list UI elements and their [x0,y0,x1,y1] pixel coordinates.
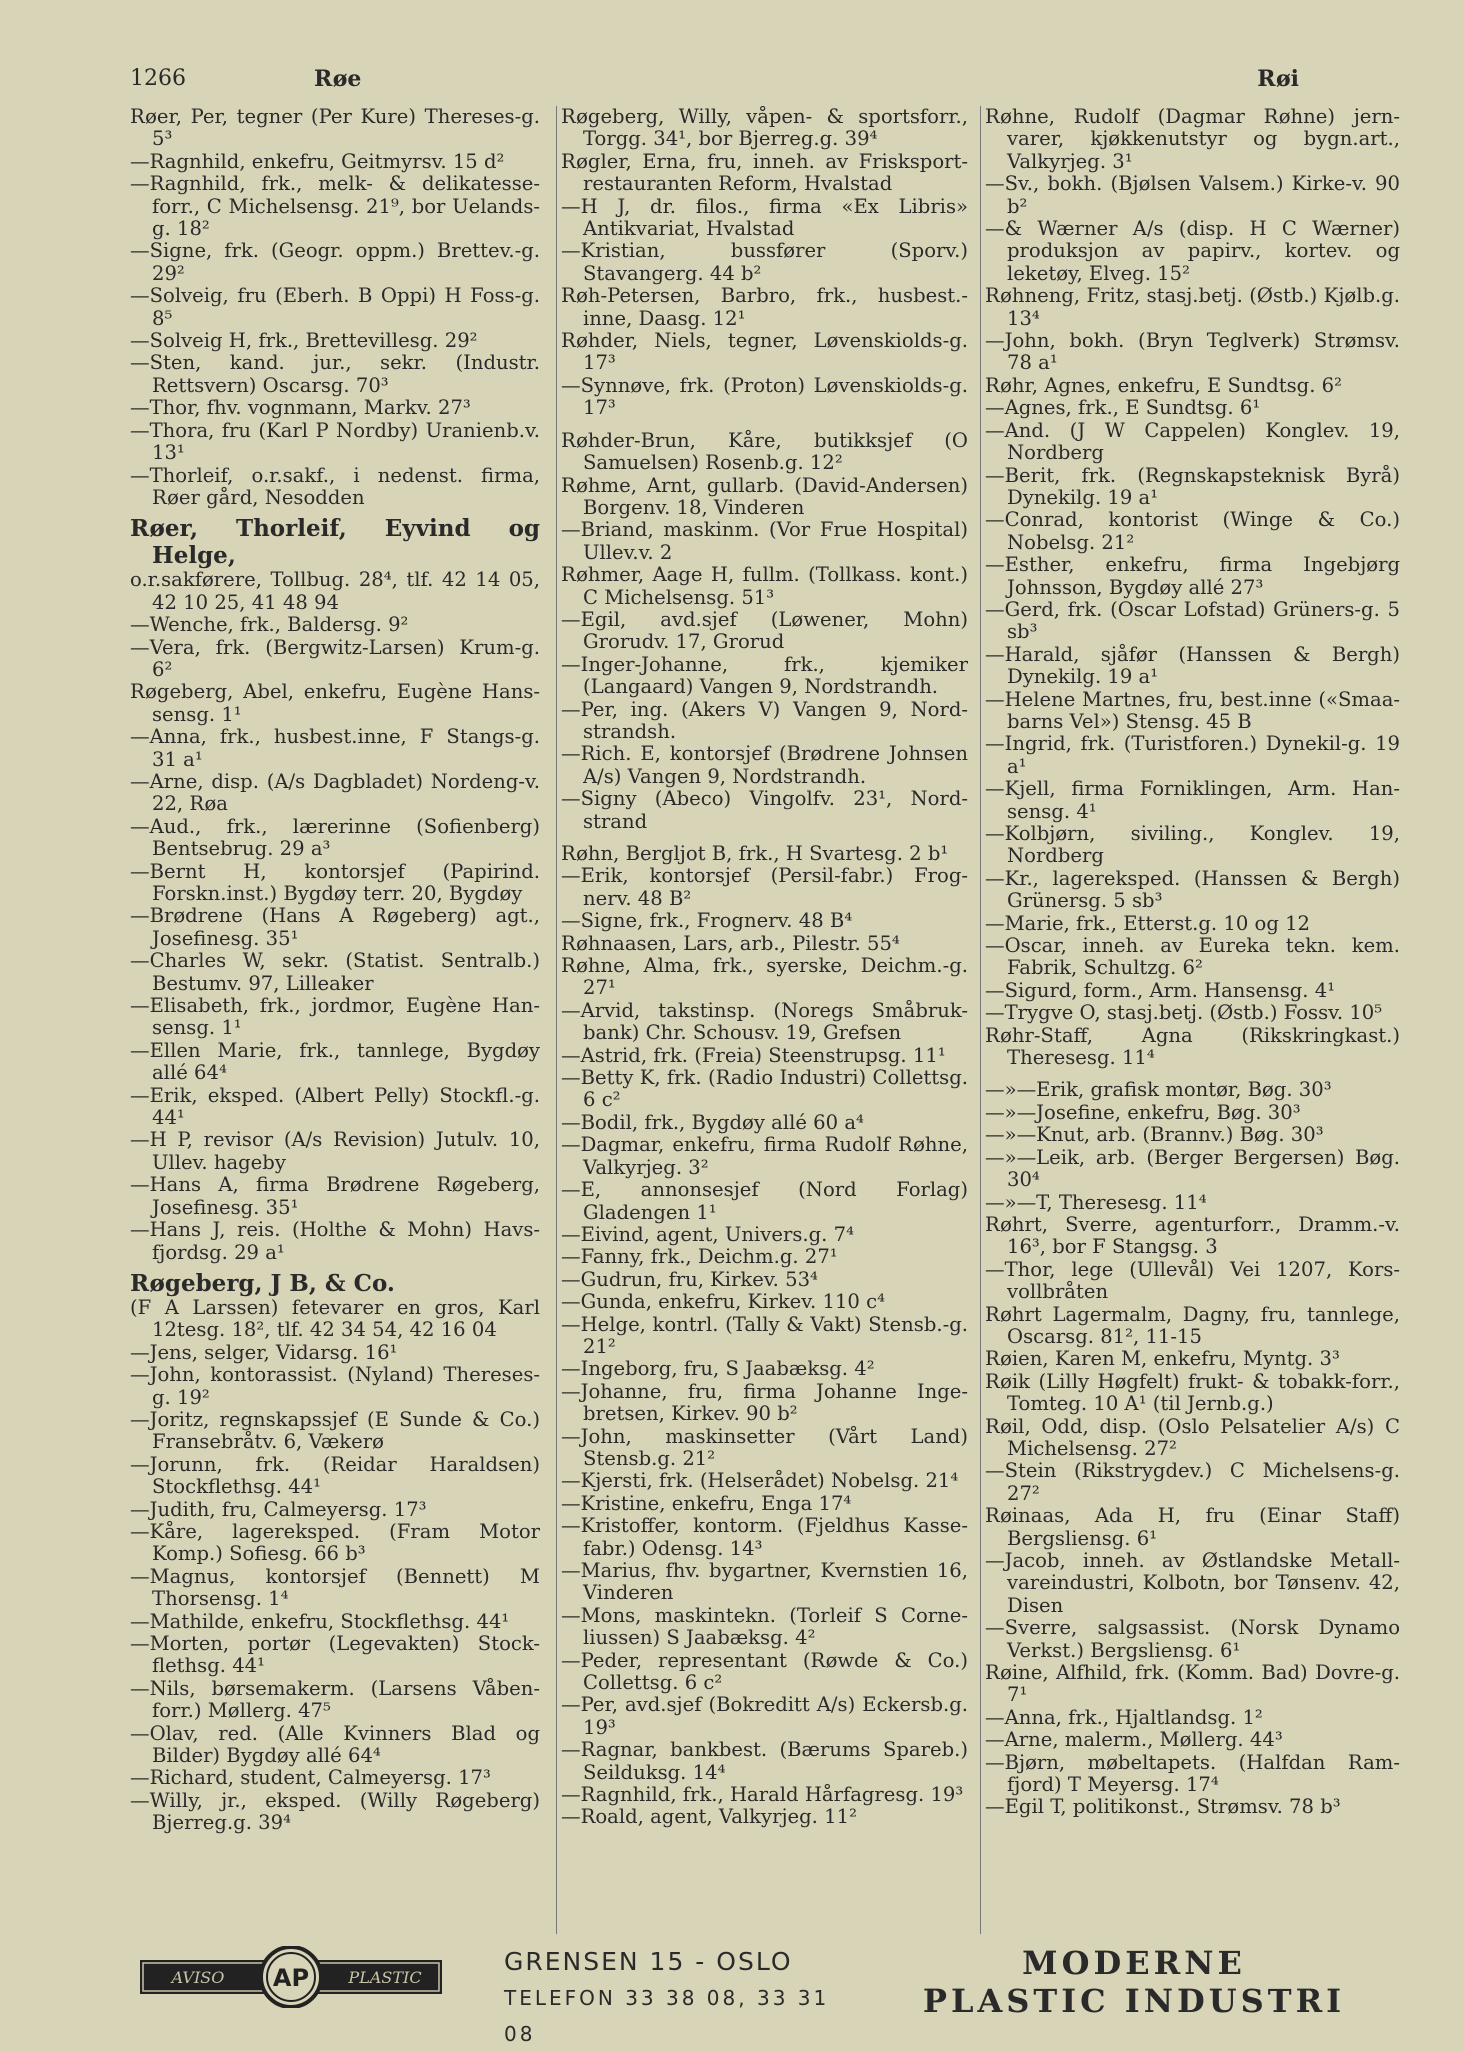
directory-entry: —Stein (Rikstrygdev.) C Michelsens-g. 27² [985,1459,1400,1505]
directory-entry: —& Wærner A/s (disp. H C Wærner) produksjon av papirv., kortev. og leketøy, Elveg. 15² [985,217,1400,285]
right-guide-word: Røi [1257,66,1299,92]
directory-entry: Røh-Petersen, Barbro, frk., husbest.-inne, Daasg. 12¹ [561,284,968,330]
directory-entry: —Sigurd, form., Arm. Hansensg. 4¹ [985,978,1336,1002]
directory-entry: —Kjell, firma Forniklingen, Arm. Han-sensg. 4¹ [985,777,1400,823]
directory-entry: —John, kontorassist. (Nyland) Thereses-g. 19² [130,1363,540,1409]
directory-entry: —Bjørn, møbeltapets. (Halfdan Ram-fjord) T Meyersg. 17⁴ [985,1750,1400,1797]
directory-entry: —Thorleif, o.r.sakf., i nedenst. firma, Røer gård, Nesodden [130,463,540,509]
directory-entry: —Wenche, frk., Baldersg. 9² [130,613,409,637]
directory-entry: Røhme, Arnt, gullarb. (David-Andersen) Borgenv. 18, Vinderen [561,473,968,519]
directory-entry: Røhn, Bergljot B, frk., H Svartesg. 2 b¹ [561,842,949,865]
directory-entry: —Agnes, frk., E Sundtsg. 6¹ [985,396,1261,420]
directory-entry: —Astrid, frk. (Freia) Steenstrupsg. 11¹ [561,1043,946,1067]
directory-page [124,62,1409,2046]
directory-entry: —Trygve O, stasj.betj. (Østb.) Fossv. 10⁵ [985,1001,1383,1025]
directory-entry: —Dagmar, enkefru, firma Rudolf Røhne, Valkyrjeg. 3² [561,1133,968,1179]
directory-entry: —Esther, enkefru, firma Ingebjørg Johnsson, Bygdøy allé 27³ [985,553,1400,599]
directory-entry: —Gudrun, fru, Kirkev. 53⁴ [561,1267,818,1291]
page-number: 1266 [130,66,186,91]
directory-entry: —»—Erik, grafisk montør, Bøg. 30³ [985,1078,1332,1102]
directory-entry: —Kjersti, frk. (Helserådet) Nobelsg. 21⁴ [561,1469,959,1493]
directory-entry: —»—Josefine, enkefru, Bøg. 30³ [985,1100,1301,1124]
directory-entry: —Marius, fhv. bygartner, Kvernstien 16, Vinderen [561,1559,968,1605]
directory-entry: —Ingeborg, fru, S Jaabæksg. 4² [561,1357,875,1381]
column-2 [556,106,968,1934]
telephone-line: TELEFON 33 38 08, 33 31 08 [504,1986,830,2046]
directory-entry: —Kr., lagereksped. (Hanssen & Bergh) Grünersg. 5 sb³ [985,866,1400,913]
directory-entry: —Signe, frk., Frognerv. 48 B⁴ [561,909,853,933]
directory-entry: —Roald, agent, Valkyrjeg. 11² [561,1805,857,1829]
directory-entry: Røhder, Niels, tegner, Løvenskiolds-g. 17³ [561,329,968,375]
directory-heading-entry: Røgeberg, J B, & Co. [130,1269,395,1297]
directory-entry: —Briand, maskinm. (Vor Frue Hospital) Ullev.v. 2 [561,518,968,564]
directory-entry: Røien, Karen M, enkefru, Myntg. 3³ [985,1347,1340,1371]
directory-entry: —Betty K, frk. (Radio Industri) Collettsg. 6 c² [561,1066,968,1112]
directory-entry: —Kåre, lagereksped. (Fram Motor Komp.) Sofiesg. 66 b³ [130,1519,540,1566]
directory-entry: —»—Leik, arb. (Berger Bergersen) Bøg. 30⁴ [985,1145,1400,1192]
directory-entry: —Gunda, enkefru, Kirkev. 110 c⁴ [561,1290,885,1314]
directory-entry: —Ragnhild, enkefru, Geitmyrsv. 15 d² [130,149,505,173]
advertiser-brand [864,1944,1404,2020]
directory-entry: —»—Knut, arb. (Brannv.) Bøg. 30³ [985,1123,1324,1147]
directory-entry: —Eivind, agent, Univers.g. 7⁴ [561,1222,854,1246]
directory-entry: —Harald, sjåfør (Hanssen & Bergh) Dynekilg. 19 a¹ [985,642,1400,689]
directory-entry: —Richard, student, Calmeyersg. 17³ [130,1766,491,1790]
directory-entry: —Erik, kontorsjef (Persil-fabr.) Frog-nerv. 48 B² [561,864,968,910]
directory-entry: —Mons, maskintekn. (Torleif S Corne-liussen) S Jaabæksg. 4² [561,1603,968,1650]
directory-entry: —Thor, fhv. vognmann, Markv. 27³ [130,396,471,420]
directory-entry: Røil, Odd, disp. (Oslo Pelsatelier A/s) C Michelsensg. 27² [985,1414,1400,1460]
directory-entry: —Vera, frk. (Bergwitz-Larsen) Krum-g. 6² [130,635,540,681]
directory-entry: —Fanny, frk., Deichm.g. 27¹ [561,1245,838,1269]
directory-entry: —Brødrene (Hans A Røgeberg) agt., Josefinesg. 35¹ [130,904,540,950]
directory-entry: —Solveig H, frk., Brettevillesg. 29² [130,329,478,353]
directory-entry: —Ragnhild, frk., melk- & delikatesse-forr., C Michelsensg. 21⁹, bor Uelands-g. 18² [130,172,540,241]
directory-entry: —Signe, frk. (Geogr. oppm.) Brettev.-g. 29² [130,239,540,285]
directory-entry: —Marie, frk., Etterst.g. 10 og 12 [985,911,1311,935]
directory-entry: —H P, revisor (A/s Revision) Jutulv. 10, Ullev. hageby [130,1128,540,1174]
directory-entry: Røhne, Rudolf (Dagmar Røhne) jern-varer, kjøkkenutstyr og bygn.art., Valkyrjeg. 3¹ [985,106,1400,173]
directory-entry: —Peder, representant (Røwde & Co.) Collettsg. 6 c² [561,1648,968,1695]
directory-entry: Røhneng, Fritz, stasj.betj. (Østb.) Kjølb.g. 13⁴ [985,284,1400,330]
directory-entry: Røhne, Alma, frk., syerske, Deichm.-g. 27¹ [561,954,968,1000]
directory-entry: —Sv., bokh. (Bjølsen Valsem.) Kirke-v. 90 b² [985,172,1400,218]
directory-entry: Røhmer, Aage H, fullm. (Tollkass. kont.) C Michelsensg. 51³ [561,563,968,609]
directory-entry: —Kristian, bussfører (Sporv.) Stavangerg. 44 b² [561,239,968,285]
directory-entry: —John, maskinsetter (Vårt Land) Stensb.g. 21² [561,1424,968,1470]
directory-entry: —Rich. E, kontorsjef (Brødrene Johnsen A/s) Vangen 9, Nordstrandh. [561,742,968,788]
logo-right-text: PLASTIC [348,1968,422,1987]
directory-entry: —Egil, avd.sjef (Løwener, Mohn) Grorudv. 17, Grorud [561,607,968,654]
directory-entry: —And. (J W Cappelen) Konglev. 19, Nordberg [985,418,1400,465]
directory-entry: —Charles W, sekr. (Statist. Sentralb.) Bestumv. 97, Lilleaker [130,949,540,995]
directory-entry: —John, bokh. (Bryn Teglverk) Strømsv. 78 a¹ [985,329,1400,375]
directory-entry: —Arne, disp. (A/s Dagbladet) Nordeng-v. 22, Røa [130,769,540,816]
directory-entry: —Arne, malerm., Møllerg. 44³ [985,1728,1283,1752]
directory-entry: —Judith, fru, Calmeyersg. 17³ [130,1497,427,1521]
directory-entry: Røhr, Agnes, enkefru, E Sundtsg. 6² [985,373,1342,397]
advertisement-banner [124,1938,1409,2046]
directory-entry: —Berit, frk. (Regnskapsteknisk Byrå) Dynekilg. 19 a¹ [985,463,1400,509]
brand-line-1: MODERNE [1022,1944,1246,1982]
directory-entry: —Thora, fru (Karl P Nordby) Uranienb.v. 13¹ [130,418,540,465]
directory-entry: —Helge, kontrl. (Tally & Vakt) Stensb.-g. 21² [561,1312,968,1358]
directory-entry: Røik (Lilly Høgfelt) frukt- & tobakk-forr., Tomteg. 10 A¹ (til Jernb.g.) [985,1369,1400,1416]
directory-entry: —Jens, selger, Vidarsg. 16¹ [130,1340,398,1364]
directory-entry: —Ingrid, frk. (Turistforen.) Dynekil-g. 19 a¹ [985,732,1400,778]
directory-entry: —Inger-Johanne, frk., kjemiker (Langaard) Vangen 9, Nordstrandh. [561,652,968,699]
directory-entry: —Kolbjørn, siviling., Konglev. 19, Nordberg [985,822,1400,868]
directory-entry: —Per, ing. (Akers V) Vangen 9, Nord-strandsh. [561,697,968,743]
directory-entry: —Johanne, fru, firma Johanne Inge-bretsen, Kirkev. 90 b² [561,1379,968,1426]
directory-entry: —Signy (Abeco) Vingolfv. 23¹, Nord-strand [561,787,968,833]
directory-entry: Røgler, Erna, fru, inneh. av Frisksport-restauranten Reform, Hvalstad [561,149,968,196]
advertiser-address [504,1944,844,2052]
directory-entry: o.r.sakførere, Tollbug. 28⁴, tlf. 42 14 05, 42 10 25, 41 48 94 [130,568,540,614]
directory-entry: —Jacob, inneh. av Østlandske Metall-vareindustri, Kolbotn, bor Tønsenv. 42, Disen [985,1549,1400,1617]
directory-entry: Røhrt Lagermalm, Dagny, fru, tannlege, Oscarsg. 81², 11-15 [985,1302,1400,1348]
directory-entry: —Ellen Marie, frk., tannlege, Bygdøy allé 64⁴ [130,1038,540,1085]
logo-left-text: AVISO [171,1968,225,1987]
directory-entry: —Willy, jr., eksped. (Willy Røgeberg) Bjerreg.g. 39⁴ [130,1788,540,1835]
directory-entry: —Kristoffer, kontorm. (Fjeldhus Kasse-fabr.) Odensg. 14³ [561,1514,968,1560]
directory-heading-entry: Røer, Thorleif, Eyvind og Helge, [130,515,540,570]
directory-entry: Røhnaasen, Lars, arb., Pilestr. 55⁴ [561,931,900,955]
directory-entry: Røer, Per, tegner (Per Kure) Thereses-g. 5³ [130,106,540,151]
directory-entry: Røgeberg, Willy, våpen- & sportsforr., Torgg. 34¹, bor Bjerreg.g. 39⁴ [561,106,968,151]
directory-entry: —Sten, kand. jur., sekr. (Industr. Rettsvern) Oscarsg. 70³ [130,351,540,397]
directory-entry: —Per, avd.sjef (Bokreditt A/s) Eckersb.g. 19³ [561,1693,968,1739]
directory-entry: (F A Larssen) fetevarer en gros, Karl 12tesg. 18², tlf. 42 34 54, 42 16 04 [130,1295,540,1342]
aviso-plastic-logo [140,1946,442,2008]
brand-line-2: PLASTIC INDUSTRI [922,1982,1346,2020]
directory-entry: —Elisabeth, frk., jordmor, Eugène Han-sensg. 1¹ [130,994,540,1040]
page-header [124,62,1409,98]
logo-center-text: AP [272,1964,310,1992]
directory-entry: —Egil T, politikonst., Strømsv. 78 b³ [985,1795,1341,1819]
directory-entry: —Anna, frk., Hjaltlandsg. 1² [985,1705,1263,1729]
directory-entry: —Ragnhild, frk., Harald Hårfagresg. 19³ [561,1783,964,1807]
directory-entry: —Synnøve, frk. (Proton) Løvenskiolds-g. 17³ [561,373,968,420]
directory-entry: —Gerd, frk. (Oscar Lofstad) Grüners-g. 5 sb³ [985,597,1400,644]
address-line: GRENSEN 15 - OSLO [504,1947,793,1976]
directory-entry: —Olav, red. (Alle Kvinners Blad og Bilder) Bygdøy allé 64⁴ [130,1721,540,1768]
directory-entry: —Magnus, kontorsjef (Bennett) M Thorsensg. 1⁴ [130,1564,540,1611]
directory-entry: Røhr-Staff, Agna (Rikskringkast.) Theresesg. 11⁴ [985,1023,1400,1070]
column-1 [130,106,540,1934]
directory-entry: —Oscar, inneh. av Eureka tekn. kem. Fabrik, Schultzg. 6² [985,934,1400,980]
left-guide-word: Røe [314,66,362,92]
directory-entry: —Bodil, frk., Bygdøy allé 60 a⁴ [561,1110,864,1134]
directory-entry: —Nils, børsemakerm. (Larsens Våben-forr.) Møllerg. 47⁵ [130,1676,540,1723]
directory-entry: Røhrt, Sverre, agenturforr., Dramm.-v. 16³, bor F Stangsg. 3 [985,1212,1400,1259]
directory-entry: —Morten, portør (Legevakten) Stock-flethsg. 44¹ [130,1632,540,1678]
column-3 [980,106,1400,1934]
directory-entry: —H J, dr. filos., firma «Ex Libris» Antikvariat, Hvalstad [561,194,968,241]
directory-entry: —Solveig, fru (Eberh. B Oppi) H Foss-g. 8⁵ [130,284,540,330]
directory-entry: —Erik, eksped. (Albert Pelly) Stockfl.-g. 44¹ [130,1083,540,1130]
directory-entry: —Conrad, kontorist (Winge & Co.) Nobelsg. 21² [985,508,1400,554]
directory-entry: —»—T, Theresesg. 11⁴ [985,1190,1207,1214]
directory-entry: —Hans A, firma Brødrene Røgeberg, Josefinesg. 35¹ [130,1173,540,1219]
directory-entry: —Mathilde, enkefru, Stockflethsg. 44¹ [130,1609,510,1633]
directory-entry: Røinaas, Ada H, fru (Einar Staff) Bergsliensg. 6¹ [985,1504,1400,1550]
directory-entry: —Hans J, reis. (Holthe & Mohn) Havs-fjordsg. 29 a¹ [130,1218,540,1264]
directory-entry: —Helene Martnes, fru, best.inne («Smaa-barns Vel») Stensg. 45 B [985,687,1400,733]
directory-entry: —Jorunn, frk. (Reidar Haraldsen) Stockflethsg. 44¹ [130,1452,540,1499]
directory-entry: —E, annonsesjef (Nord Forlag) Gladengen 1¹ [561,1178,968,1224]
directory-entry: Røine, Alfhild, frk. (Komm. Bad) Dovre-g. 7¹ [985,1661,1400,1707]
directory-columns [124,106,1409,1934]
directory-entry: —Anna, frk., husbest.inne, F Stangs-g. 31 a¹ [130,725,540,771]
directory-entry: Røhder-Brun, Kåre, butikksjef (O Samuelsen) Rosenb.g. 12² [561,428,968,475]
directory-entry: —Sverre, salgsassist. (Norsk Dynamo Verkst.) Bergsliensg. 6¹ [985,1616,1400,1662]
directory-entry: —Ragnar, bankbest. (Bærums Spareb.) Seilduksg. 14⁴ [561,1738,968,1784]
directory-entry: —Joritz, regnskapssjef (E Sunde & Co.) Fransebråtv. 6, Vækerø [130,1407,540,1454]
directory-entry: —Kristine, enkefru, Enga 17⁴ [561,1491,852,1515]
directory-entry: —Aud., frk., lærerinne (Sofienberg) Bentsebrug. 29 a³ [130,814,540,861]
directory-entry: —Bernt H, kontorsjef (Papirind. Forskn.inst.) Bygdøy terr. 20, Bygdøy [130,859,540,905]
directory-entry: —Thor, lege (Ullevål) Vei 1207, Kors-vollbråten [985,1257,1400,1304]
directory-entry: —Arvid, takstinsp. (Noregs Småbruk-bank) Chr. Schousv. 19, Grefsen [561,998,968,1045]
directory-entry: Røgeberg, Abel, enkefru, Eugène Hans-sensg. 1¹ [130,680,540,726]
